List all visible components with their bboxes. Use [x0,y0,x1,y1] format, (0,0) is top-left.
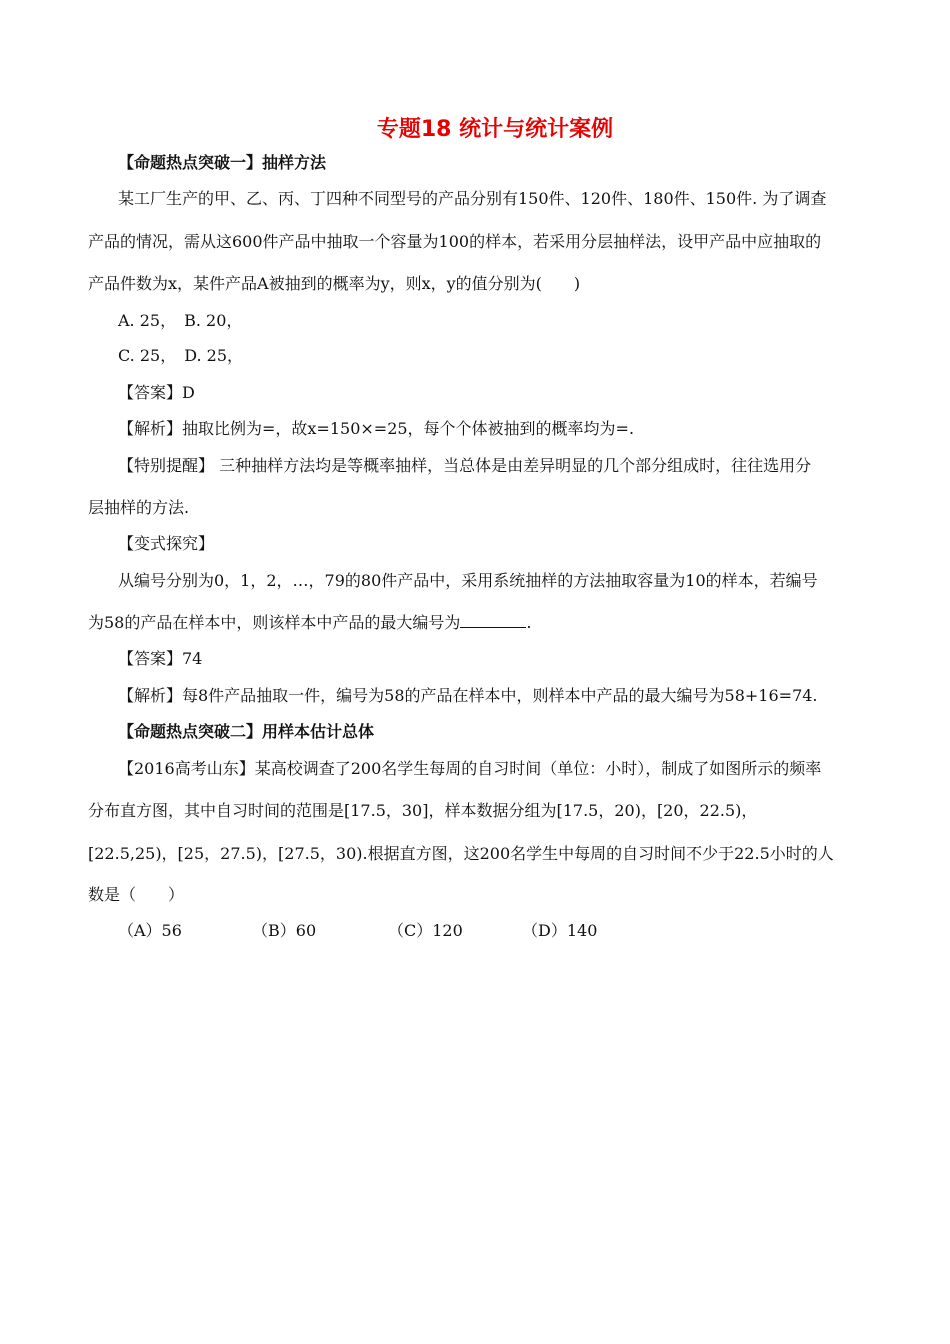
option-a: （A）56 [118,921,182,940]
question1-options-row-1: A. 25， B. 20， [118,311,243,330]
question1-line-1: 某工厂生产的甲、乙、丙、丁四种不同型号的产品分别有150件、120件、180件、150件. 为了调查 [118,189,827,208]
tip-line-2: 层抽样的方法. [88,498,190,517]
question2-line-3: [22.5,25)，[25，27.5)，[27.5，30).根据直方图，这200名学生中每周的自习时间不少于22.5小时的人 [88,844,834,863]
tip-line-1: 【特别提醒】 三种抽样方法均是等概率抽样，当总体是由差异明显的几个部分组成时，往往选用分 [118,456,812,475]
variant-line-2-end: . [526,613,532,632]
analysis-1: 【解析】抽取比例为=，故x=150×=25，每个个体被抽到的概率均为=. [118,419,635,438]
question2-line-1: 【2016高考山东】某高校调查了200名学生每周的自习时间（单位：小时），制成了如图所示的频率 [118,759,822,778]
variant-line-2 [88,612,868,634]
variant-line-2-text: 为58的产品在样本中，则该样本中产品的最大编号为 [88,613,461,632]
option-c: （C）120 [388,921,463,940]
question2-line-2: 分布直方图，其中自习时间的范围是[17.5，30]，样本数据分组为[17.5，20)，[20，22.5)， [88,801,758,820]
question1-options-row-2: C. 25， D. 25， [118,346,243,365]
section2-heading: 【命题热点突破二】用样本估计总体 [118,722,375,741]
variant-answer: 【答案】74 [118,649,203,668]
option-b: （B）60 [252,921,317,940]
variant-line-1: 从编号分别为0，1，2，…，79的80件产品中，采用系统抽样的方法抽取容量为10的样本，若编号 [118,571,818,590]
variant-heading: 【变式探究】 [118,534,215,553]
fill-in-blank [460,613,526,628]
page-title: 专题18 统计与统计案例 [376,117,614,142]
section1-heading: 【命题热点突破一】抽样方法 [118,153,327,172]
question2-line-4: 数是（ ） [88,885,185,904]
answer-1: 【答案】D [118,383,195,402]
option-d: （D）140 [522,921,598,940]
question1-line-2: 产品的情况，需从这600件产品中抽取一个容量为100的样本，若采用分层抽样法，设甲产品中应抽取的 [88,232,822,251]
variant-analysis: 【解析】每8件产品抽取一件，编号为58的产品在样本中，则样本中产品的最大编号为58+16=74. [118,686,818,705]
question1-line-3: 产品件数为x，某件产品A被抽到的概率为y，则x，y的值分别为( ) [88,274,581,293]
question2-options [118,920,898,942]
